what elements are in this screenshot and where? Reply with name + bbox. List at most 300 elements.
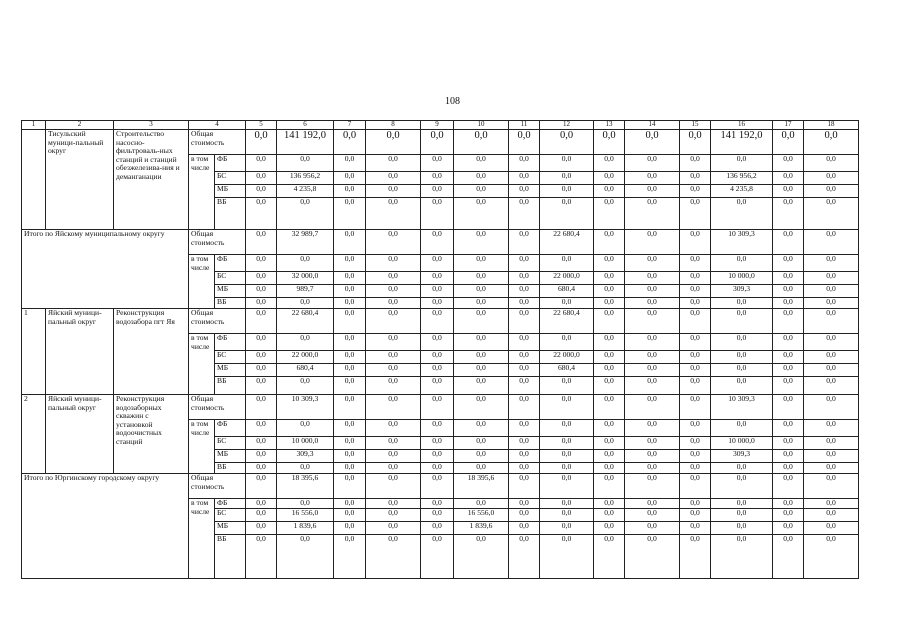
value-cell: 0,0	[421, 185, 454, 198]
value-cell: 0,0	[366, 420, 421, 437]
value-cell: 0,0	[421, 155, 454, 172]
value-cell: 0,0	[773, 450, 804, 463]
value-cell: 4 235,8	[711, 185, 773, 198]
value-cell: 0,0	[594, 509, 625, 522]
value-cell: 0,0	[804, 334, 859, 351]
value-cell: 0,0	[246, 155, 277, 172]
value-cell: 0,0	[680, 377, 711, 395]
value-cell: 0,0	[804, 474, 859, 499]
value-cell: 0,0	[680, 450, 711, 463]
value-cell: 0,0	[540, 334, 594, 351]
value-cell: 0,0	[680, 272, 711, 285]
value-cell: 0,0	[680, 474, 711, 499]
value-cell: 0,0	[711, 198, 773, 230]
value-cell: 0,0	[334, 535, 366, 579]
value-cell: 0,0	[366, 285, 421, 298]
project-name: Реконструкция водозаборных скважин с установкой водоочистных станций	[114, 395, 189, 474]
value-cell: 0,0	[594, 364, 625, 377]
value-cell: 0,0	[594, 395, 625, 420]
value-cell: 22 680,4	[540, 309, 594, 334]
header-cell: 14	[625, 121, 680, 130]
value-cell: 0,0	[509, 309, 540, 334]
value-cell: 0,0	[773, 463, 804, 474]
value-cell: 22 680,4	[540, 230, 594, 255]
value-cell: 0,0	[625, 172, 680, 185]
value-cell: 680,4	[540, 364, 594, 377]
value-cell: 0,0	[509, 230, 540, 255]
value-cell: 309,3	[711, 285, 773, 298]
value-cell: 0,0	[625, 309, 680, 334]
value-cell: 0,0	[366, 437, 421, 450]
header-cell: 16	[711, 121, 773, 130]
header-cell: 10	[454, 121, 509, 130]
funding-source-label: ФБ	[215, 420, 246, 437]
value-cell: 0,0	[625, 298, 680, 309]
value-cell: 0,0	[454, 198, 509, 230]
value-cell: 0,0	[421, 172, 454, 185]
value-cell: 0,0	[625, 474, 680, 499]
value-cell: 0,0	[334, 155, 366, 172]
value-cell: 0,0	[540, 298, 594, 309]
value-cell: 0,0	[366, 130, 421, 155]
value-cell: 0,0	[773, 351, 804, 364]
header-cell: 9	[421, 121, 454, 130]
value-cell: 0,0	[366, 474, 421, 499]
value-cell: 0,0	[680, 463, 711, 474]
value-cell: 0,0	[509, 463, 540, 474]
total-cost-label: Общая стоимость	[189, 395, 246, 420]
project-row	[22, 309, 859, 334]
value-cell: 0,0	[594, 309, 625, 334]
value-cell: 0,0	[421, 522, 454, 535]
value-cell: 0,0	[509, 255, 540, 272]
value-cell: 0,0	[509, 334, 540, 351]
funding-source-label: ФБ	[215, 499, 246, 509]
value-cell: 0,0	[454, 437, 509, 450]
funding-source-label: БС	[215, 509, 246, 522]
value-cell: 0,0	[421, 395, 454, 420]
funding-source-label: ВБ	[215, 535, 246, 579]
value-cell: 0,0	[594, 420, 625, 437]
value-cell: 0,0	[625, 463, 680, 474]
value-cell: 0,0	[711, 377, 773, 395]
value-cell: 0,0	[334, 185, 366, 198]
value-cell: 0,0	[804, 509, 859, 522]
value-cell: 0,0	[711, 509, 773, 522]
value-cell: 989,7	[277, 285, 334, 298]
header-cell: 12	[540, 121, 594, 130]
table-body	[22, 121, 859, 579]
value-cell: 0,0	[509, 285, 540, 298]
value-cell: 0,0	[625, 420, 680, 437]
value-cell: 0,0	[594, 437, 625, 450]
header-cell: 18	[804, 121, 859, 130]
value-cell: 0,0	[334, 509, 366, 522]
value-cell: 0,0	[625, 185, 680, 198]
value-cell: 0,0	[509, 535, 540, 579]
value-cell: 0,0	[454, 185, 509, 198]
funding-source-label: БС	[215, 272, 246, 285]
value-cell: 0,0	[540, 420, 594, 437]
value-cell: 0,0	[509, 364, 540, 377]
header-cell: 8	[366, 121, 421, 130]
value-cell: 0,0	[509, 172, 540, 185]
value-cell: 0,0	[366, 172, 421, 185]
value-cell: 0,0	[366, 395, 421, 420]
value-cell: 0,0	[711, 499, 773, 509]
value-cell: 0,0	[366, 499, 421, 509]
header-cell: 7	[334, 121, 366, 130]
including-label: в том числе	[189, 155, 215, 230]
value-cell: 0,0	[421, 535, 454, 579]
value-cell: 0,0	[246, 395, 277, 420]
value-cell: 0,0	[509, 499, 540, 509]
value-cell: 0,0	[366, 309, 421, 334]
value-cell: 0,0	[454, 298, 509, 309]
total-row	[22, 474, 859, 499]
value-cell: 0,0	[246, 298, 277, 309]
district-name: Тисульский муници-пальный округ	[46, 130, 114, 230]
value-cell: 0,0	[366, 334, 421, 351]
value-cell: 0,0	[454, 395, 509, 420]
value-cell: 0,0	[246, 437, 277, 450]
value-cell: 0,0	[509, 272, 540, 285]
value-cell: 0,0	[711, 420, 773, 437]
value-cell: 0,0	[804, 172, 859, 185]
value-cell: 0,0	[804, 272, 859, 285]
funding-source-label: МБ	[215, 185, 246, 198]
value-cell: 0,0	[680, 334, 711, 351]
value-cell: 0,0	[454, 230, 509, 255]
value-cell: 0,0	[680, 230, 711, 255]
value-cell: 0,0	[680, 420, 711, 437]
value-cell: 0,0	[625, 535, 680, 579]
value-cell: 0,0	[540, 463, 594, 474]
value-cell: 0,0	[334, 272, 366, 285]
value-cell: 0,0	[594, 450, 625, 463]
value-cell: 0,0	[509, 198, 540, 230]
value-cell: 0,0	[804, 450, 859, 463]
value-cell: 0,0	[680, 255, 711, 272]
funding-source-label: ВБ	[215, 198, 246, 230]
value-cell: 0,0	[421, 198, 454, 230]
value-cell: 0,0	[680, 185, 711, 198]
value-cell: 0,0	[804, 364, 859, 377]
value-cell: 16 556,0	[454, 509, 509, 522]
value-cell: 0,0	[680, 172, 711, 185]
value-cell: 0,0	[421, 450, 454, 463]
row-number: 1	[22, 309, 46, 395]
value-cell: 0,0	[277, 255, 334, 272]
value-cell: 0,0	[711, 334, 773, 351]
value-cell: 0,0	[454, 535, 509, 579]
value-cell: 0,0	[277, 298, 334, 309]
value-cell: 0,0	[594, 255, 625, 272]
value-cell: 0,0	[711, 155, 773, 172]
value-cell: 0,0	[509, 450, 540, 463]
value-cell: 0,0	[366, 535, 421, 579]
value-cell: 0,0	[246, 351, 277, 364]
value-cell: 0,0	[804, 377, 859, 395]
value-cell: 0,0	[246, 499, 277, 509]
value-cell: 0,0	[334, 499, 366, 509]
value-cell: 0,0	[773, 474, 804, 499]
value-cell: 0,0	[594, 130, 625, 155]
value-cell: 0,0	[540, 185, 594, 198]
value-cell: 0,0	[773, 377, 804, 395]
value-cell: 0,0	[594, 185, 625, 198]
budget-table	[21, 120, 859, 579]
value-cell: 0,0	[773, 522, 804, 535]
value-cell: 0,0	[334, 364, 366, 377]
value-cell: 0,0	[680, 298, 711, 309]
value-cell: 0,0	[421, 130, 454, 155]
value-cell: 0,0	[334, 230, 366, 255]
value-cell: 0,0	[421, 474, 454, 499]
value-cell: 0,0	[246, 474, 277, 499]
value-cell: 0,0	[540, 474, 594, 499]
header-cell: 17	[773, 121, 804, 130]
value-cell: 0,0	[680, 437, 711, 450]
value-cell: 0,0	[594, 230, 625, 255]
value-cell: 0,0	[625, 272, 680, 285]
value-cell: 0,0	[625, 522, 680, 535]
funding-source-label: БС	[215, 351, 246, 364]
value-cell: 0,0	[711, 309, 773, 334]
funding-source-label: БС	[215, 172, 246, 185]
value-cell: 0,0	[509, 298, 540, 309]
value-cell: 0,0	[509, 437, 540, 450]
page-number: 108	[445, 96, 460, 107]
value-cell: 0,0	[334, 377, 366, 395]
value-cell: 0,0	[246, 185, 277, 198]
value-cell: 0,0	[246, 198, 277, 230]
value-cell: 0,0	[509, 155, 540, 172]
value-cell: 0,0	[366, 255, 421, 272]
value-cell: 0,0	[680, 285, 711, 298]
value-cell: 0,0	[246, 309, 277, 334]
value-cell: 0,0	[680, 499, 711, 509]
including-label: в том числе	[189, 499, 215, 579]
value-cell: 309,3	[711, 450, 773, 463]
value-cell: 680,4	[277, 364, 334, 377]
value-cell: 0,0	[334, 334, 366, 351]
project-row	[22, 395, 859, 420]
value-cell: 0,0	[421, 351, 454, 364]
value-cell: 22 000,0	[277, 351, 334, 364]
value-cell: 0,0	[246, 285, 277, 298]
value-cell: 0,0	[366, 298, 421, 309]
value-cell: 0,0	[540, 450, 594, 463]
total-row	[22, 230, 859, 255]
value-cell: 0,0	[594, 155, 625, 172]
value-cell: 309,3	[277, 450, 334, 463]
value-cell: 0,0	[454, 309, 509, 334]
value-cell: 32 989,7	[277, 230, 334, 255]
value-cell: 0,0	[625, 155, 680, 172]
value-cell: 0,0	[454, 463, 509, 474]
funding-source-label: МБ	[215, 364, 246, 377]
funding-source-label: МБ	[215, 285, 246, 298]
header-cell: 2	[46, 121, 114, 130]
value-cell: 0,0	[366, 155, 421, 172]
value-cell: 0,0	[594, 172, 625, 185]
value-cell: 4 235,8	[277, 185, 334, 198]
value-cell: 0,0	[246, 272, 277, 285]
value-cell: 0,0	[804, 298, 859, 309]
value-cell: 0,0	[625, 395, 680, 420]
value-cell: 0,0	[773, 334, 804, 351]
value-cell: 0,0	[594, 198, 625, 230]
value-cell: 0,0	[711, 463, 773, 474]
value-cell: 0,0	[366, 185, 421, 198]
including-label: в том числе	[189, 334, 215, 395]
value-cell: 0,0	[454, 450, 509, 463]
value-cell: 0,0	[773, 198, 804, 230]
value-cell: 0,0	[680, 198, 711, 230]
value-cell: 0,0	[454, 334, 509, 351]
value-cell: 0,0	[334, 463, 366, 474]
value-cell: 0,0	[711, 535, 773, 579]
value-cell: 0,0	[773, 130, 804, 155]
value-cell: 0,0	[454, 420, 509, 437]
value-cell: 0,0	[246, 334, 277, 351]
value-cell: 0,0	[540, 130, 594, 155]
value-cell: 0,0	[334, 420, 366, 437]
value-cell: 0,0	[454, 272, 509, 285]
value-cell: 0,0	[625, 351, 680, 364]
header-cell: 11	[509, 121, 540, 130]
total-cost-label: Общая стоимость	[189, 230, 246, 255]
value-cell: 0,0	[540, 377, 594, 395]
total-cost-label: Общая стоимость	[189, 130, 246, 155]
value-cell: 10 000,0	[277, 437, 334, 450]
value-cell: 0,0	[366, 272, 421, 285]
value-cell: 0,0	[366, 450, 421, 463]
value-cell: 0,0	[773, 395, 804, 420]
header-cell: 1	[22, 121, 46, 130]
value-cell: 1 839,6	[454, 522, 509, 535]
value-cell: 0,0	[421, 364, 454, 377]
value-cell: 0,0	[625, 377, 680, 395]
value-cell: 0,0	[594, 499, 625, 509]
value-cell: 0,0	[625, 509, 680, 522]
value-cell: 0,0	[421, 298, 454, 309]
funding-source-label: ВБ	[215, 298, 246, 309]
value-cell: 0,0	[509, 509, 540, 522]
value-cell: 0,0	[334, 309, 366, 334]
value-cell: 0,0	[246, 255, 277, 272]
value-cell: 0,0	[421, 309, 454, 334]
value-cell: 0,0	[711, 298, 773, 309]
value-cell: 0,0	[773, 499, 804, 509]
value-cell: 0,0	[773, 272, 804, 285]
value-cell: 0,0	[625, 198, 680, 230]
value-cell: 0,0	[773, 285, 804, 298]
header-cell: 15	[680, 121, 711, 130]
value-cell: 0,0	[625, 364, 680, 377]
value-cell: 0,0	[277, 334, 334, 351]
value-cell: 0,0	[421, 437, 454, 450]
value-cell: 0,0	[246, 130, 277, 155]
funding-source-label: ВБ	[215, 463, 246, 474]
value-cell: 0,0	[509, 377, 540, 395]
value-cell: 0,0	[625, 130, 680, 155]
value-cell: 0,0	[509, 351, 540, 364]
value-cell: 0,0	[366, 522, 421, 535]
value-cell: 0,0	[773, 230, 804, 255]
value-cell: 32 000,0	[277, 272, 334, 285]
value-cell: 0,0	[773, 364, 804, 377]
value-cell: 0,0	[711, 255, 773, 272]
funding-source-label: ФБ	[215, 255, 246, 272]
value-cell: 0,0	[334, 198, 366, 230]
value-cell: 0,0	[540, 499, 594, 509]
value-cell: 0,0	[334, 351, 366, 364]
value-cell: 0,0	[680, 130, 711, 155]
value-cell: 0,0	[680, 364, 711, 377]
value-cell: 0,0	[804, 395, 859, 420]
value-cell: 0,0	[540, 155, 594, 172]
project-name: Реконструкция водозабора пгт Яя	[114, 309, 189, 395]
value-cell: 1 839,6	[277, 522, 334, 535]
value-cell: 0,0	[246, 509, 277, 522]
value-cell: 0,0	[804, 198, 859, 230]
value-cell: 0,0	[421, 377, 454, 395]
value-cell: 0,0	[625, 255, 680, 272]
value-cell: 0,0	[711, 351, 773, 364]
value-cell: 0,0	[334, 522, 366, 535]
value-cell: 0,0	[804, 499, 859, 509]
value-cell: 0,0	[594, 334, 625, 351]
row-number: 2	[22, 395, 46, 474]
value-cell: 0,0	[540, 509, 594, 522]
value-cell: 0,0	[421, 509, 454, 522]
value-cell: 0,0	[454, 255, 509, 272]
value-cell: 0,0	[804, 351, 859, 364]
value-cell: 0,0	[804, 255, 859, 272]
total-label: Итого по Яйскому муниципальному округу	[22, 230, 189, 309]
value-cell: 0,0	[366, 463, 421, 474]
value-cell: 0,0	[277, 463, 334, 474]
value-cell: 0,0	[421, 463, 454, 474]
value-cell: 0,0	[804, 535, 859, 579]
value-cell: 0,0	[366, 230, 421, 255]
value-cell: 22 680,4	[277, 309, 334, 334]
project-name: Строительство насосно-фильтроваль-ных станций и станций обезжелезива-ния и деманганации	[114, 130, 189, 230]
value-cell: 0,0	[509, 395, 540, 420]
value-cell: 0,0	[594, 474, 625, 499]
value-cell: 0,0	[540, 437, 594, 450]
value-cell: 0,0	[334, 437, 366, 450]
value-cell: 0,0	[277, 420, 334, 437]
value-cell: 136 956,2	[711, 172, 773, 185]
value-cell: 0,0	[711, 522, 773, 535]
header-cell: 6	[277, 121, 334, 130]
value-cell: 680,4	[540, 285, 594, 298]
value-cell: 18 395,6	[277, 474, 334, 499]
value-cell: 0,0	[773, 437, 804, 450]
value-cell: 0,0	[594, 377, 625, 395]
value-cell: 0,0	[594, 463, 625, 474]
funding-source-label: ФБ	[215, 155, 246, 172]
value-cell: 0,0	[773, 298, 804, 309]
value-cell: 0,0	[277, 155, 334, 172]
value-cell: 141 192,0	[277, 130, 334, 155]
value-cell: 0,0	[773, 155, 804, 172]
value-cell: 10 309,3	[711, 230, 773, 255]
header-cell: 13	[594, 121, 625, 130]
